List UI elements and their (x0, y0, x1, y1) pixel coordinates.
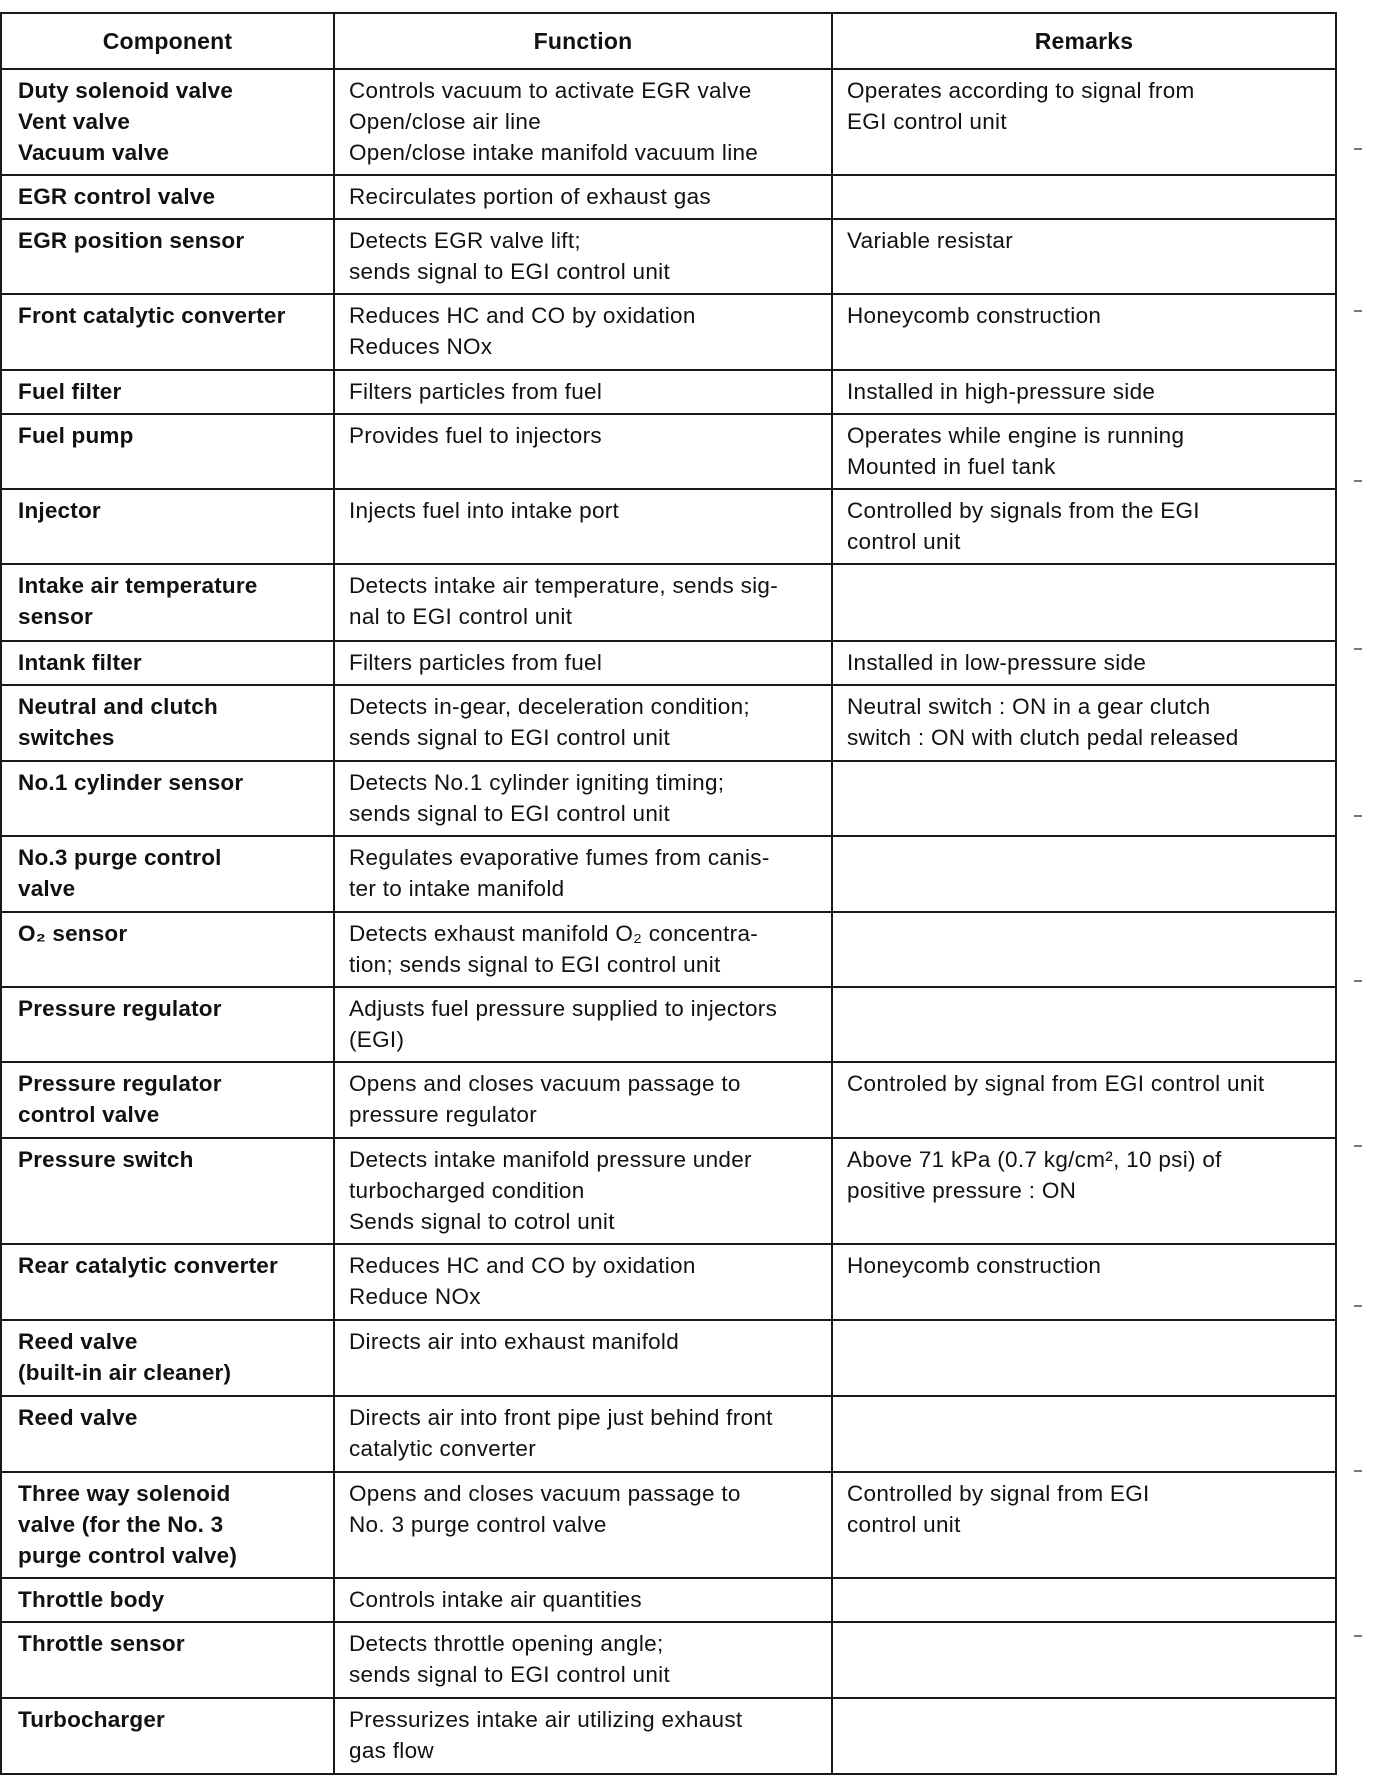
table-row (1, 1062, 1336, 1138)
function-cell: Detects No.1 cylinder igniting timing; sends signal to EGI control unit (334, 761, 832, 836)
table-row (1, 1472, 1336, 1578)
remarks-cell (832, 175, 1336, 219)
function-cell: Regulates evaporative fumes from canis- ter to intake manifold (334, 836, 832, 912)
table-row (1, 489, 1336, 564)
table-row (1, 1578, 1336, 1622)
remarks-cell (832, 1622, 1336, 1698)
function-cell: Detects throttle opening angle; sends signal to EGI control unit (334, 1622, 832, 1698)
component-cell: Reed valve (1, 1396, 334, 1472)
table-row (1, 1138, 1336, 1244)
component-cell: Pressure regulator control valve (1, 1062, 334, 1138)
component-cell: Pressure switch (1, 1138, 334, 1244)
component-cell: Intake air temperature sensor (1, 564, 334, 641)
function-cell: Filters particles from fuel (334, 370, 832, 414)
table-row (1, 564, 1336, 641)
remarks-cell (832, 564, 1336, 641)
remarks-cell: Honeycomb construction (832, 294, 1336, 370)
component-cell: Throttle body (1, 1578, 334, 1622)
margin-tick (1354, 815, 1362, 817)
function-cell: Detects EGR valve lift; sends signal to EGI control unit (334, 219, 832, 294)
remarks-cell: Operates according to signal from EGI control unit (832, 69, 1336, 175)
table-row (1, 1396, 1336, 1472)
margin-tick (1354, 310, 1362, 312)
table-row (1, 219, 1336, 294)
component-cell: EGR control valve (1, 175, 334, 219)
function-cell: Provides fuel to injectors (334, 414, 832, 489)
header-component: Component (1, 13, 334, 69)
component-cell: Pressure regulator (1, 987, 334, 1062)
table-row (1, 836, 1336, 912)
header-function: Function (334, 13, 832, 69)
remarks-cell: Variable resistar (832, 219, 1336, 294)
remarks-cell: Controled by signal from EGI control unit (832, 1062, 1336, 1138)
component-cell: Intank filter (1, 641, 334, 685)
table-row (1, 987, 1336, 1062)
remarks-cell (832, 912, 1336, 987)
table-row (1, 370, 1336, 414)
function-cell: Opens and closes vacuum passage to No. 3 purge control valve (334, 1472, 832, 1578)
table-row (1, 1622, 1336, 1698)
header-remarks: Remarks (832, 13, 1336, 69)
function-cell: Injects fuel into intake port (334, 489, 832, 564)
remarks-cell (832, 836, 1336, 912)
margin-tick (1354, 1635, 1362, 1637)
function-cell: Reduces HC and CO by oxidation Reduce NOx (334, 1244, 832, 1320)
component-table (0, 12, 1337, 1775)
component-cell: Reed valve (built-in air cleaner) (1, 1320, 334, 1396)
remarks-cell (832, 1578, 1336, 1622)
document-page (0, 12, 1335, 1775)
remarks-cell: Controlled by signals from the EGI control unit (832, 489, 1336, 564)
remarks-cell: Neutral switch : ON in a gear clutch switch : ON with clutch pedal released (832, 685, 1336, 761)
function-cell: Directs air into front pipe just behind front catalytic converter (334, 1396, 832, 1472)
component-cell: Rear catalytic converter (1, 1244, 334, 1320)
function-cell: Pressurizes intake air utilizing exhaust gas flow (334, 1698, 832, 1774)
component-cell: Fuel filter (1, 370, 334, 414)
remarks-cell: Honeycomb construction (832, 1244, 1336, 1320)
remarks-cell (832, 1698, 1336, 1774)
function-cell: Reduces HC and CO by oxidation Reduces NOx (334, 294, 832, 370)
component-cell: Three way solenoid valve (for the No. 3 purge control valve) (1, 1472, 334, 1578)
component-cell: Neutral and clutch switches (1, 685, 334, 761)
component-cell: O₂ sensor (1, 912, 334, 987)
remarks-cell (832, 1320, 1336, 1396)
function-cell: Detects intake manifold pressure under turbocharged condition Sends signal to cotrol unit (334, 1138, 832, 1244)
table-row (1, 912, 1336, 987)
function-cell: Detects exhaust manifold O₂ concentra- tion; sends signal to EGI control unit (334, 912, 832, 987)
table-row (1, 1698, 1336, 1774)
header-row (1, 13, 1336, 69)
table-row (1, 175, 1336, 219)
component-cell: EGR position sensor (1, 219, 334, 294)
function-cell: Recirculates portion of exhaust gas (334, 175, 832, 219)
table-body (1, 69, 1336, 1774)
component-cell: Throttle sensor (1, 1622, 334, 1698)
margin-tick (1354, 980, 1362, 982)
component-cell: No.3 purge control valve (1, 836, 334, 912)
function-cell: Filters particles from fuel (334, 641, 832, 685)
function-cell: Directs air into exhaust manifold (334, 1320, 832, 1396)
remarks-cell: Controlled by signal from EGI control unit (832, 1472, 1336, 1578)
margin-tick (1354, 1305, 1362, 1307)
function-cell: Controls intake air quantities (334, 1578, 832, 1622)
remarks-cell (832, 1396, 1336, 1472)
component-cell: Duty solenoid valve Vent valve Vacuum valve (1, 69, 334, 175)
table-row (1, 294, 1336, 370)
table-row (1, 414, 1336, 489)
table-row (1, 641, 1336, 685)
component-cell: Fuel pump (1, 414, 334, 489)
margin-tick (1354, 1145, 1362, 1147)
table-row (1, 69, 1336, 175)
margin-tick (1354, 148, 1362, 150)
function-cell: Controls vacuum to activate EGR valve Open/close air line Open/close intake manifold vacuum line (334, 69, 832, 175)
function-cell: Detects in-gear, deceleration condition; sends signal to EGI control unit (334, 685, 832, 761)
table-row (1, 1320, 1336, 1396)
margin-tick (1354, 480, 1362, 482)
table-row (1, 1244, 1336, 1320)
component-cell: Front catalytic converter (1, 294, 334, 370)
table-row (1, 761, 1336, 836)
table-row (1, 685, 1336, 761)
margin-tick (1354, 648, 1362, 650)
remarks-cell: Above 71 kPa (0.7 kg/cm², 10 psi) of positive pressure : ON (832, 1138, 1336, 1244)
component-cell: No.1 cylinder sensor (1, 761, 334, 836)
function-cell: Opens and closes vacuum passage to pressure regulator (334, 1062, 832, 1138)
remarks-cell: Installed in low-pressure side (832, 641, 1336, 685)
component-cell: Injector (1, 489, 334, 564)
function-cell: Detects intake air temperature, sends sig- nal to EGI control unit (334, 564, 832, 641)
function-cell: Adjusts fuel pressure supplied to injectors (EGI) (334, 987, 832, 1062)
margin-tick (1354, 1470, 1362, 1472)
remarks-cell (832, 761, 1336, 836)
component-cell: Turbocharger (1, 1698, 334, 1774)
remarks-cell: Operates while engine is running Mounted in fuel tank (832, 414, 1336, 489)
remarks-cell: Installed in high-pressure side (832, 370, 1336, 414)
remarks-cell (832, 987, 1336, 1062)
